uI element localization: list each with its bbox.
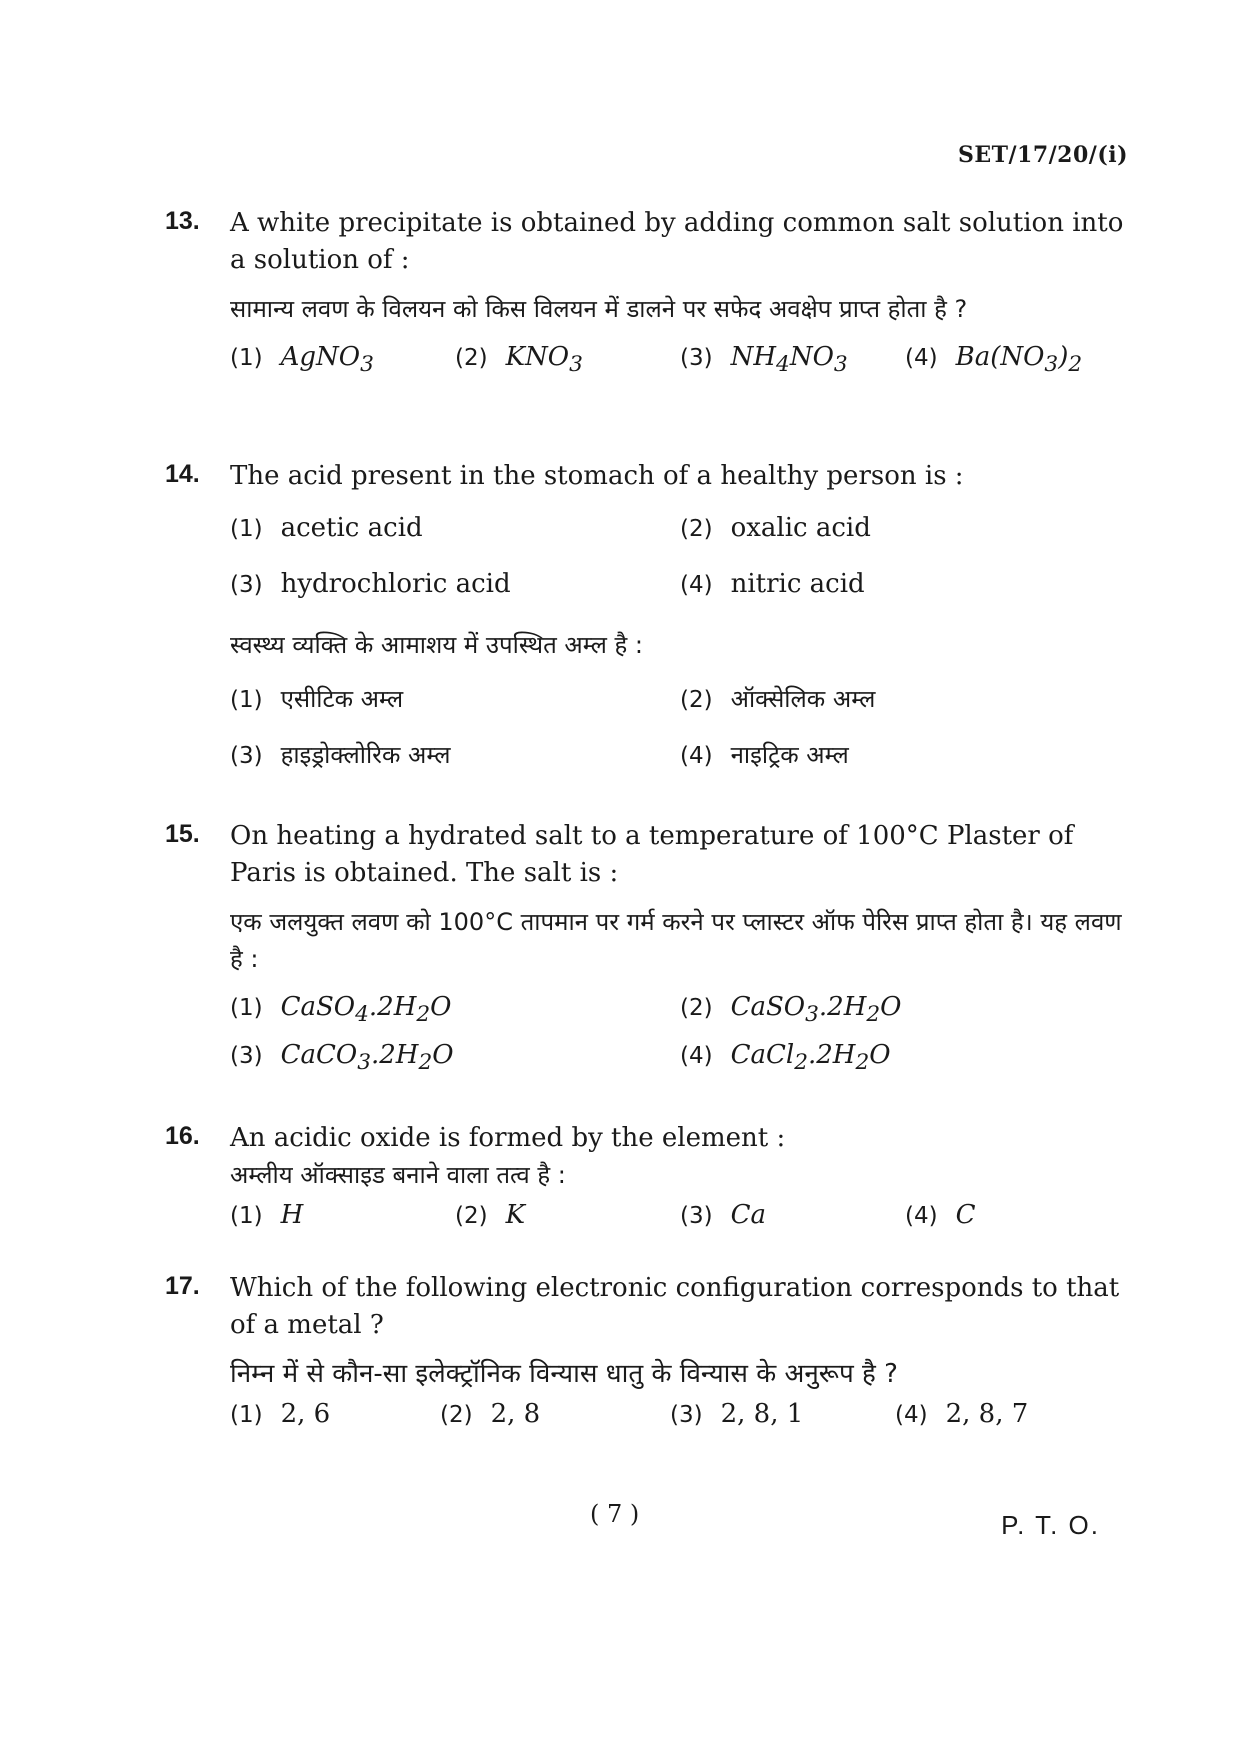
question-number: 13. [165,207,200,235]
options [230,342,1125,382]
option-1: (1) AgNO$_3$ [230,342,374,378]
option-1: (1) एसीटिक अम्ल [230,685,404,713]
options [230,1399,1125,1439]
page-number: ( 7 ) [590,1500,640,1528]
option-3: (3) Ca [680,1200,766,1230]
options-hi [230,682,1125,794]
option-4: (4) nitric acid [680,569,865,599]
options [230,992,1125,1088]
question-text-hi: सामान्य लवण के विलयन को किस विलयन में डालने पर सफेद अवक्षेप प्राप्त होता है ? [230,295,968,323]
option-3: (3) $NH_4NO_3$ [680,342,848,378]
option-3: (3) हाइड्रोक्लोरिक अम्ल [230,741,451,769]
option-2: (2) oxalic acid [680,513,871,543]
option-4: (4) नाइट्रिक अम्ल [680,741,849,769]
question-text-hi: एक जलयुक्त लवण को 100°C तापमान पर गर्म करने पर प्लास्टर ऑफ पेरिस प्राप्त होता है। यह लवण है : [230,908,1122,973]
option-3: (3) $CaCO_3.2H_2O$ [230,1040,454,1076]
option-4: (4) 2, 8, 7 [895,1399,1029,1429]
question-text-hi: निम्न में से कौन-सा इलेक्ट्रॉनिक विन्यास धातु के विन्यास के अनुरूप है ? [230,1359,898,1389]
pto-label: P. T. O. [1001,1510,1100,1540]
options [230,1200,1125,1240]
option-4: (4) $Ba(NO_3)_2$ [905,342,1083,378]
question-text-hi: अम्लीय ऑक्साइड बनाने वाला तत्व है : [230,1161,566,1189]
question-17 [165,1270,1125,1439]
question-number: 16. [165,1122,200,1150]
option-4: (4) C [905,1200,976,1230]
question-15 [165,818,1125,1088]
question-14 [165,458,1125,794]
question-number: 14. [165,460,200,488]
question-13 [165,205,1125,382]
question-number: 15. [165,820,200,848]
question-text-en: A white precipitate is obtained by adding common salt solution into a solution of : [230,208,1124,275]
question-text-en: The acid present in the stomach of a healthy person is : [230,461,964,491]
option-3: (3) hydrochloric acid [230,569,511,599]
option-2: (2) $CaSO_3.2H_2O$ [680,992,902,1028]
options-en [230,513,1125,625]
option-2: (2) $KNO_3$ [455,342,583,378]
question-text-en: Which of the following electronic configuration corresponds to that of a metal ? [230,1273,1120,1340]
option-1: (1) 2, 6 [230,1399,331,1429]
option-3: (3) 2, 8, 1 [670,1399,804,1429]
option-2: (2) ऑक्सेलिक अम्ल [680,685,876,713]
question-text-en: An acidic oxide is formed by the element : [230,1123,786,1153]
option-2: (2) 2, 8 [440,1399,541,1429]
question-number: 17. [165,1272,200,1300]
question-text-en: On heating a hydrated salt to a temperature of 100°C Plaster of Paris is obtained. The salt is : [230,821,1074,888]
question-text-hi: स्वस्थ्य व्यक्ति के आमाशय में उपस्थित अम्ल है : [230,631,643,659]
set-code: SET/17/20/(i) [957,142,1128,168]
option-1: (1) $CaSO_4.2H_2O$ [230,992,452,1028]
option-1: (1) acetic acid [230,513,423,543]
question-16 [165,1120,1125,1240]
option-2: (2) K [455,1200,526,1230]
option-4: (4) $CaCl_2.2H_2O$ [680,1040,891,1076]
option-1: (1) H [230,1200,304,1230]
